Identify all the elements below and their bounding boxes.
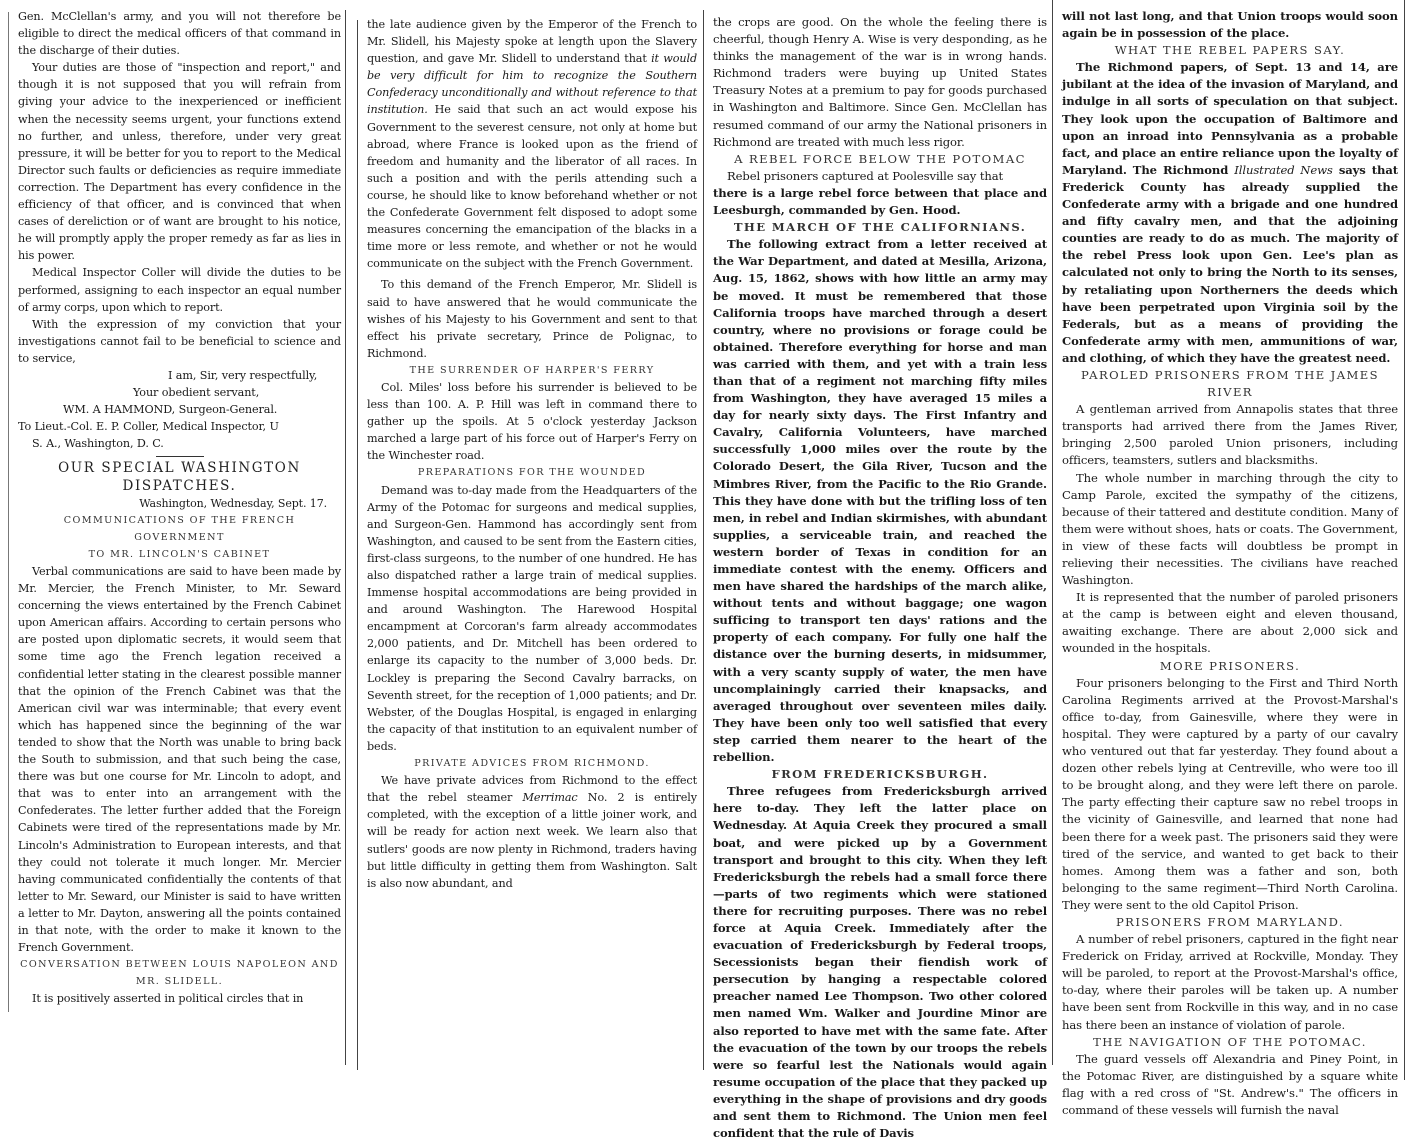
heading: PRIVATE ADVICES FROM RICHMOND. bbox=[414, 758, 650, 770]
italic-text: it would be very difficult for him to recognize the Southern Confederacy unconditionally and without reference to that institution. bbox=[367, 52, 698, 117]
paragraph: To this demand of the French Emperor, Mr. Slidell is said to have answered that he would communicate the wishes of his Majesty to his Government and sent to that effect his private secretary, Prince de Polignac, to Richmond. bbox=[367, 278, 697, 360]
text: The Richmond papers, of Sept. 13 and 14, are jubilant at the idea of the invasion of Maryland, and indulge in all sorts of speculation on that subject. They look upon the occupation of Baltimore and upon an inroad into Pennsylvania as a probable fact, and place an entire reliance upon the loyalty of Maryland. The Richmond bbox=[1062, 60, 1398, 177]
closing-line: I am, Sir, very respectfully, bbox=[168, 368, 318, 382]
paragraph: It is positively asserted in political circles that in bbox=[32, 992, 304, 1006]
heading: FROM FREDERICKSBURGH. bbox=[771, 767, 989, 782]
paragraph bbox=[367, 772, 697, 892]
paragraph: Verbal communications are said to have been made by Mr. Mercier, the French Minister, to Mr. Seward concerning the views entertained by the French Cabinet upon American affairs. According to certain persons who are posted upon diplomatic secrets, it would seem that some time ago the French legation received a confidential letter stating in the clearest possible manner that the opinion of the French Cabinet was that the American civil war was interminable; that every event which has happened since the beginning of the war tended to show that the North was unable to bring back the South to submission, and that such being the case, there was but one course for Mr. Lincoln to adopt, and that was to enter into an arrangement with the Confederates. The letter further added that the Foreign Cabinets were tired of the representations made by Mr. Lincoln's Administration to European interests, and that they could not tolerate it much longer. Mr. Mercier having communicated confidentially the contents of that letter to Mr. Seward, our Minister is said to have written a letter to Mr. Dayton, answering all the points contained in that note, with the order to make it known to the French Government. bbox=[18, 565, 341, 955]
address-line: S. A., Washington, D. C. bbox=[32, 437, 164, 451]
signature: WM. A HAMMOND, Surgeon-General. bbox=[63, 403, 278, 417]
column-rule-3 bbox=[703, 10, 704, 1070]
italic-text: Illustrated News bbox=[1234, 162, 1333, 177]
heading: MORE PRISONERS. bbox=[1159, 658, 1301, 673]
heading: CONVERSATION BETWEEN LOUIS NAPOLEON AND bbox=[20, 959, 339, 971]
heading: TO MR. LINCOLN'S CABINET bbox=[88, 548, 271, 560]
paragraph: The whole number in marching through the city to Camp Parole, excited the sympathy of the citizens, because of their tattered and destitute condition. Many of them were without shoes, hats or coats. The Government, in view of these facts will doubtless be prompt in relieving their necessities. The civilians have reached Washington. bbox=[1062, 470, 1398, 588]
column-rule-1 bbox=[345, 10, 346, 1065]
heading: COMMUNICATIONS OF THE FRENCH GOVERNMENT bbox=[63, 514, 296, 543]
text: says that Frederick County has already supplied the Confederate army with a brigade and one hundred and fifty cavalry men, and that the adjoining counties are ready to do as much. The majority of the rebel Press look upon Gen. Lee's plan as calculated not only to bring the North to its senses, by retaliating upon Northerners the deeds which have been perpetrated upon Virginia soil by the Federals, but as a means of providing the Confederate army with men, ammunitions of war, and clothing, of which they have the greatest need. bbox=[1062, 162, 1399, 365]
column-2 bbox=[361, 16, 701, 892]
paragraph: Rebel prisoners captured at Poolesville say that bbox=[727, 168, 1004, 183]
column-4 bbox=[1056, 8, 1402, 1119]
heading: PREPARATIONS FOR THE WOUNDED bbox=[417, 467, 647, 479]
paragraph: A gentleman arrived from Annapolis states that three transports had arrived there from the James River, bringing 2,500 paroled Union prisoners, including officers, teamsters, sutlers and blacksmiths. bbox=[1062, 402, 1398, 468]
column-rule-left bbox=[8, 12, 9, 1012]
dateline: Washington, Wednesday, Sept. 17. bbox=[139, 496, 327, 510]
paragraph: With the expression of my conviction that your investigations cannot fail to be beneficial to science and to service, bbox=[18, 317, 341, 365]
column-rule-right bbox=[1404, 0, 1405, 1080]
paragraph: will not last long, and that Union troops would soon again be in possession of the place. bbox=[1062, 9, 1398, 41]
paragraph: Three refugees from Fredericksburgh arrived here to-day. They left the latter place on Wednesday. At Aquia Creek they procured a small boat, and were picked up by a Government transport and brought to this city. When they left Fredericksburgh the rebels had a small force there—parts of two regiments which were stationed there for recruiting purposes. There was no rebel force at Aquia Creek. Immediately after the evacuation of Fredericksburgh by Federal troops, Secessionists began their fiendish work of persecution by hanging a respectable colored preacher named Lee Thompson. Two other colored men named Wm. Walker and Jourdine Minor are also reported to have met with the same fate. After the evacuation of the town by our troops the rebels were so fearful lest the Nationals would again resume occupation of the place that they packed up everything in the shape of provisions and dry goods and sent them to Richmond. The Union men feel confident that the rule of Davis bbox=[713, 784, 1047, 1141]
section-title: OUR SPECIAL WASHINGTON DISPATCHES. bbox=[58, 460, 301, 494]
paragraph: The following extract from a letter received at the War Department, and dated at Mesilla, Arizona, Aug. 15, 1862, shows with how little an army may be moved. It must be remembered that those California troops have marched through a desert country, where no provisions or forage could be obtained. Therefore everything for horse and man was carried with them, and yet with a train less than that of a regiment not marching fifty miles from Washington, they have averaged 15 miles a day for nearly sixty days. The First Infantry and Cavalry, California Volunteers, have marched successfully 1,000 miles over the route by the Colorado Desert, the Gila River, Tucson and the Mimbres River, from the Pacific to the Rio Grande. This they have done with but the trifling loss of ten men, in rebel and Indian skirmishes, with abundant supplies, a serviceable train, and reached the western border of Texas in condition for an immediate contest with the enemy. Officers and men have shared the hardships of the march alike, without tents and without baggage; one wagon sufficing to transport ten days' rations and the property of each company. For fully one half the distance over the burning deserts, in midsummer, with a very scanty supply of water, the men have uncomplainingly carried their knapsacks, and averaged throughout over seventeen miles daily. They have been only too well satisfied that every step carried them nearer to the heart of the rebellion. bbox=[713, 237, 1047, 765]
paragraph: Four prisoners belonging to the First and Third North Carolina Regiments arrived at the Provost-Marshal's office to-day, from Gainesville, where they were in hospital. They were captured by a party of our cavalry who ventured out that far yesterday. They found about a dozen other rebels lying at Centreville, who were too ill to be brought along, and they were left there on parole. The party effecting their capture saw no rebel troops in the vicinity of Gainesville, and learned that none had been there for a week past. The prisoners said they were tired of the service, and wanted to get back to their homes. Among them was a father and son, both belonging to the same regiment—Third North Carolina. They were sent to the old Capitol Prison. bbox=[1062, 675, 1398, 912]
heading: WHAT THE REBEL PAPERS SAY. bbox=[1114, 43, 1346, 58]
paragraph: A number of rebel prisoners, captured in the fight near Frederick on Friday, arrived at Rockville, Monday. They will be paroled, to report at the Provost-Marshal's office, to-day, where their paroles will be taken up. A number have been sent from Rockville in this way, and in no case has there been an instance of violation of parole. bbox=[1062, 932, 1398, 1032]
paragraph: Your duties are those of "inspection and report," and though it is not supposed that you will refrain from giving your advice to the inexperienced or inefficient when the necessity seems urgent, your functions extend no further, and unless, therefore, under very great pressure, it will be better for you to report to the Medical Director such faults or deficiencies as require immediate correction. The Department has every confidence in the efficiency of that officer, and is convinced that when cases of dereliction or of want are brought to his notice, he will promptly apply the proper remedy as far as lies in his power. bbox=[18, 61, 341, 263]
paragraph: Medical Inspector Coller will divide the duties to be performed, assigning to each inspector an equal number of army corps, upon which to report. bbox=[18, 266, 341, 314]
heading: THE MARCH OF THE CALIFORNIANS. bbox=[733, 220, 1027, 235]
heading: THE NAVIGATION OF THE POTOMAC. bbox=[1093, 1034, 1367, 1049]
italic-text: Merrimac bbox=[522, 791, 578, 805]
address-line: To Lieut.-Col. E. P. Coller, Medical Inspector, U bbox=[18, 420, 279, 434]
text: No. 2 is entirely completed, with the exception of a little joiner work, and will be ready for action next week. We learn also that sutlers' goods are now plenty in Richmond, traders having but little difficulty in getting them from Washington. Salt is also now abundant, and bbox=[367, 791, 697, 890]
heading: PRISONERS FROM MARYLAND. bbox=[1115, 914, 1344, 929]
text: We have private advices from Richmond to the effect that the rebel steamer bbox=[367, 774, 697, 805]
column-rule-2 bbox=[357, 20, 358, 1070]
heading: THE SURRENDER OF HARPER'S FERRY bbox=[409, 364, 655, 376]
heading: MR. SLIDELL. bbox=[135, 976, 224, 988]
paragraph bbox=[1062, 59, 1398, 367]
text: He said that such an act would expose his Government to the severest censure, not only at home but abroad, where France is looked upon as the friend of freedom and humanity and the liberator of all races. In such a position and with the perils attending such a course, he should like to know beforehand whether or not the Confederate Government felt disposed to adopt some measures concerning the emancipation of the blacks in a time more or less remote, and whether or not he would communicate on the subject with the French Government. bbox=[367, 103, 697, 271]
column-3 bbox=[707, 14, 1051, 1142]
paragraph: Demand was to-day made from the Headquarters of the Army of the Potomac for surgeons and medical supplies, and Surgeon-Gen. Hammond has accordingly sent from Washington, and caused to be sent from the Eastern cities, first-class surgeons, to the number of one hundred. He has also dispatched rather a large train of medical supplies. Immense hospital accommodations are being provided in and around Washington. The Harewood Hospital encampment at Corcoran's farm already accommodates 2,000 patients, and Dr. Mitchell has been ordered to enlarge its capacity to the number of 3,000 beds. Dr. Lockley is preparing the Second Cavalry barracks, on Seventh street, for the reception of 1,000 patients; and Dr. Webster, of the Douglas Hospital, is engaged in enlarging the capacity of that institution to an equivalent number of beds. bbox=[367, 483, 697, 753]
paragraph bbox=[367, 16, 697, 272]
heading: PAROLED PRISONERS FROM THE JAMES RIVER bbox=[1081, 367, 1379, 400]
paragraph: The guard vessels off Alexandria and Piney Point, in the Potomac River, are distinguished by a square white flag with a red cross of "St. Andrew's." The officers in command of these vessels will furnish the naval bbox=[1062, 1051, 1398, 1117]
heading: A REBEL FORCE BELOW THE POTOMAC bbox=[734, 151, 1026, 166]
text: the late audience given by the Emperor of the French to Mr. Slidell, his Majesty spoke at length upon the Slavery question, and gave Mr. Slidell to understand that bbox=[367, 18, 697, 66]
paragraph: Col. Miles' loss before his surrender is believed to be less than 100. A. P. Hill was left in command there to gather up the spoils. At 5 o'clock yesterday Jackson marched a large part of his force out of Harper's Ferry on the Winchester road. bbox=[367, 380, 697, 463]
paragraph: there is a large rebel force between that place and Leesburgh, commanded by Gen. Hood. bbox=[713, 185, 1047, 218]
paragraph: It is represented that the number of paroled prisoners at the camp is between eight and eleven thousand, awaiting exchange. There are about 2,000 sick and wounded in the hospitals. bbox=[1062, 590, 1398, 656]
column-1 bbox=[12, 8, 345, 1007]
paragraph: Gen. McClellan's army, and you will not therefore be eligible to direct the medical officers of that command in the discharge of their duties. bbox=[18, 10, 341, 58]
paragraph: the crops are good. On the whole the feeling there is cheerful, though Henry A. Wise is very desponding, as he thinks the management of the war is in wrong hands. Richmond traders were buying up United States Treasury Notes at a premium to pay for goods purchased in Washington and Baltimore. Since Gen. McClellan has resumed command of our army the National prisoners in Richmond are treated with much less rigor. bbox=[713, 15, 1047, 149]
closing-line: Your obedient servant, bbox=[133, 386, 260, 400]
column-rule-4 bbox=[1052, 0, 1053, 1065]
divider bbox=[156, 456, 204, 457]
